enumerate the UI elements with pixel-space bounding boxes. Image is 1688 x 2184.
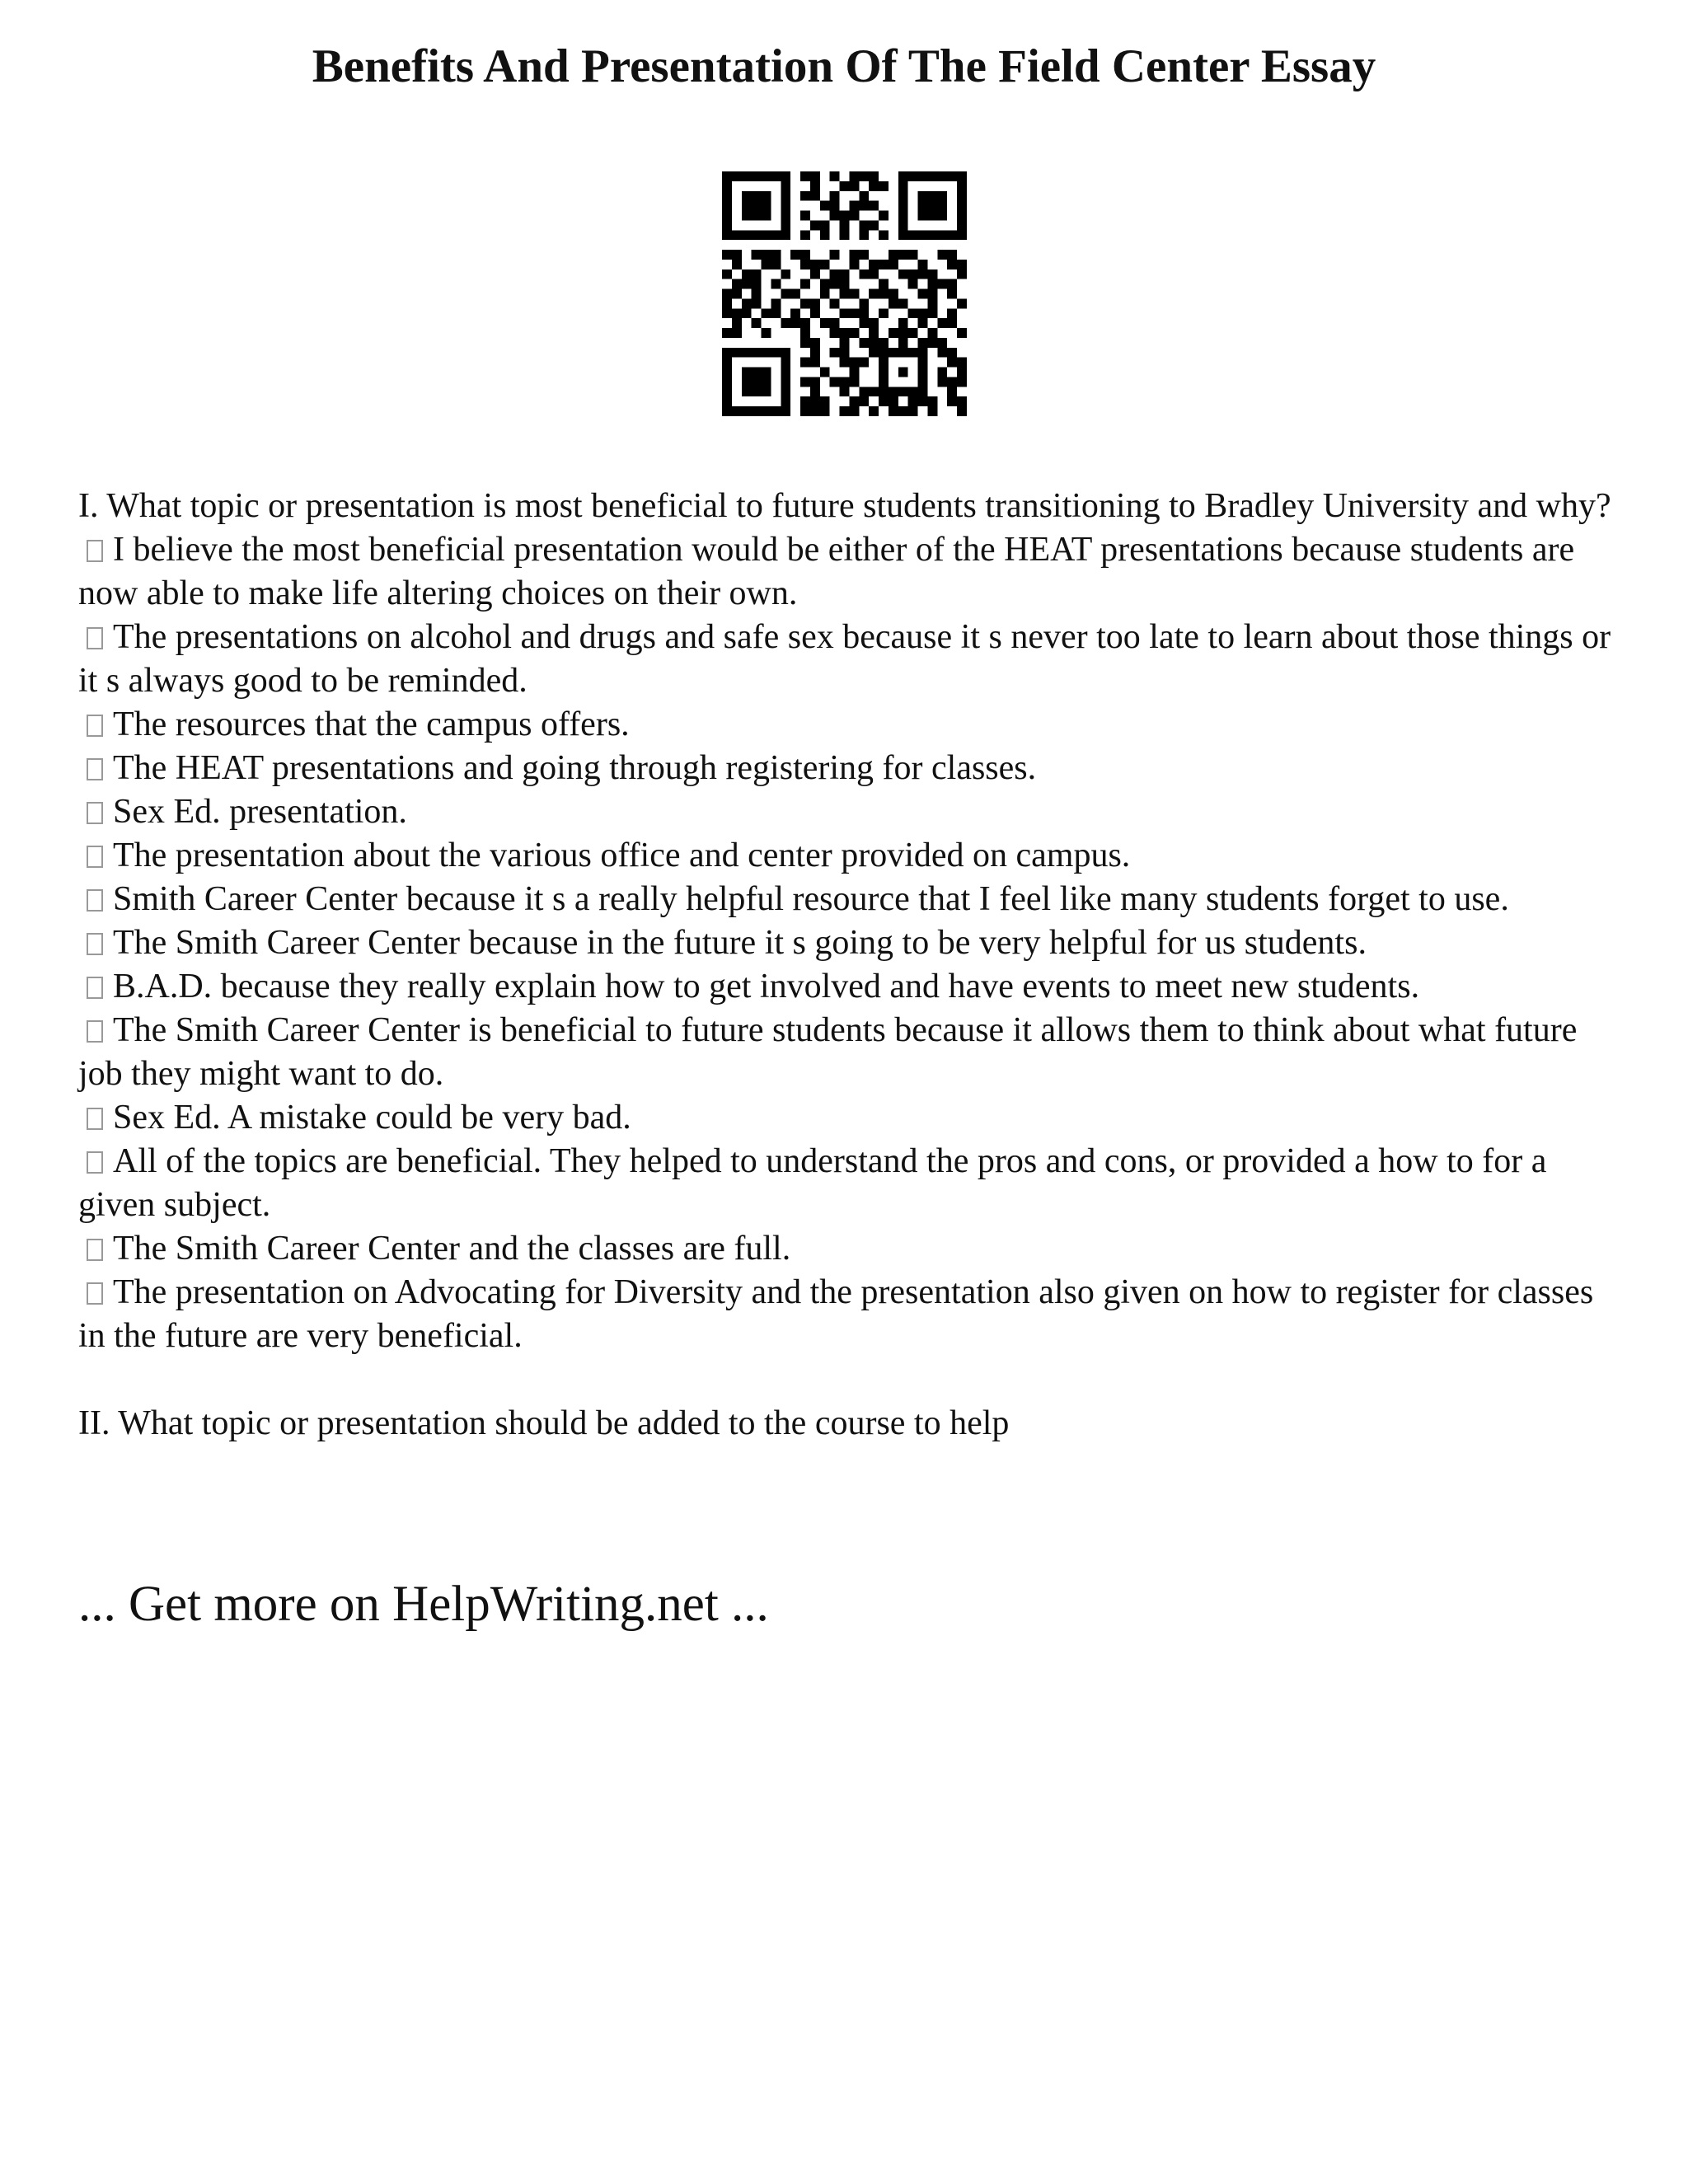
answer-text: The resources that the campus offers. [113, 705, 630, 743]
bullet-box-icon [87, 1282, 103, 1305]
bullet-box-icon [87, 1151, 103, 1174]
answer-item [78, 1227, 1628, 1271]
answer-item [78, 878, 1628, 921]
bullet-box-icon [87, 802, 103, 824]
answer-text: I believe the most beneficial presentation would be either of the HEAT presentations because students are now able to make life altering choices on their own. [78, 531, 1575, 612]
essay-body [78, 485, 1628, 1446]
answer-item [78, 747, 1628, 790]
document-title: Benefits And Presentation Of The Field Center Essay [312, 40, 1376, 92]
answer-text: Sex Ed. presentation. [113, 793, 407, 831]
answer-item [78, 1140, 1628, 1227]
answer-text: Smith Career Center because it s a really helpful resource that I feel like many students forget to use. [113, 880, 1509, 918]
answer-item [78, 528, 1628, 616]
bullet-box-icon [87, 977, 103, 999]
bullet-box-icon [87, 758, 103, 780]
answer-text: The Smith Career Center because in the future it s going to be very helpful for us students. [113, 924, 1367, 962]
bullet-box-icon [87, 889, 103, 912]
answer-item [78, 1096, 1628, 1140]
bullet-box-icon [87, 846, 103, 868]
bullet-box-icon [87, 715, 103, 737]
answer-text: All of the topics are beneficial. They helped to understand the pros and cons, or provided a how to for a given subject. [78, 1142, 1547, 1224]
answer-text: Sex Ed. A mistake could be very bad. [113, 1099, 631, 1137]
answer-item [78, 1009, 1628, 1096]
bullet-box-icon [87, 1239, 103, 1261]
answer-item [78, 965, 1628, 1009]
get-more-link[interactable]: ... Get more on HelpWriting.net ... [78, 1577, 769, 1632]
answer-text: The HEAT presentations and going through registering for classes. [113, 749, 1037, 787]
answer-text: The presentations on alcohol and drugs and safe sex because it s never too late to learn about those things or it s always good to be reminded. [78, 618, 1611, 700]
answer-text: The Smith Career Center and the classes are full. [113, 1230, 791, 1268]
answer-item [78, 616, 1628, 703]
answer-text: The presentation on Advocating for Diversity and the presentation also given on how to register for classes in the future are very beneficial. [78, 1273, 1594, 1355]
answer-item [78, 790, 1628, 834]
answer-item [78, 1271, 1628, 1358]
question-2: II. What topic or presentation should be added to the course to help [78, 1404, 1010, 1442]
qr-code-graphic [722, 171, 967, 416]
question-1: I. What topic or presentation is most beneficial to future students transitioning to Bradley University and why? [78, 487, 1611, 525]
bullet-box-icon [87, 933, 103, 955]
answer-item [78, 703, 1628, 747]
bullet-box-icon [87, 1108, 103, 1130]
qr-code-icon [722, 171, 967, 416]
answer-item [78, 834, 1628, 878]
answer-text: B.A.D. because they really explain how to get involved and have events to meet new students. [113, 968, 1420, 1005]
bullet-box-icon [87, 540, 103, 562]
bullet-box-icon [87, 627, 103, 649]
answer-item [78, 921, 1628, 965]
answer-text: The presentation about the various office and center provided on campus. [113, 837, 1131, 874]
answer-text: The Smith Career Center is beneficial to future students because it allows them to think about what future job they might want to do. [78, 1011, 1578, 1093]
bullet-box-icon [87, 1020, 103, 1043]
